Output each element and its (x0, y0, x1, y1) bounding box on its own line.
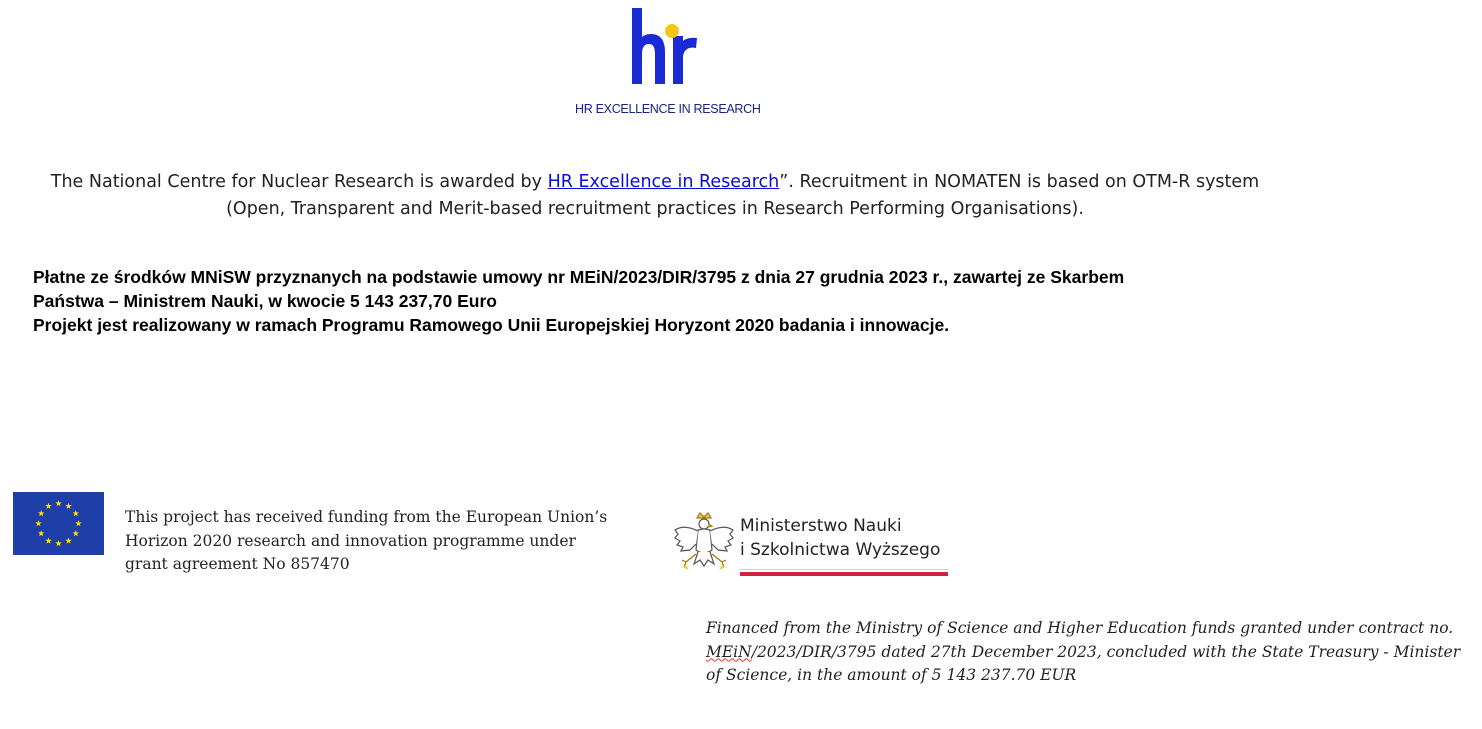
hr-notice-line-1 (0, 169, 1310, 196)
hr-notice-suffix: ”. Recruitment in NOMATEN is based on OTM-R system (779, 172, 1260, 192)
ministry-name-line-1: Ministerstwo Nauki (740, 516, 902, 536)
ministry-name (740, 514, 940, 562)
eu-flag-icon (13, 492, 104, 555)
polish-funding-statement (33, 265, 1323, 337)
pl-funding-line-2: Państwa – Ministrem Nauki, w kwocie 5 143 237,70 Euro (33, 291, 497, 311)
hr-notice (0, 169, 1310, 223)
ministry-rule-red (740, 572, 948, 576)
ministry-rule-white (740, 569, 948, 570)
ministry-name-line-2: i Szkolnictwa Wyższego (740, 540, 941, 560)
ministry-fin-contract-prefix: MEiN (706, 642, 752, 661)
pl-funding-line-3: Projekt jest realizowany w ramach Programu Ramowego Unii Europejskiej Horyzont 2020 badania i innowacje. (33, 315, 950, 335)
hr-excellence-link[interactable]: HR Excellence in Research (547, 172, 780, 192)
ministry-fin-line-3: of Science, in the amount of 5 143 237.70 EUR (706, 666, 1077, 684)
ministry-fin-line-2-rest: /2023/DIR/3795 dated 27th December 2023, concluded with the State Treasury - Minister (751, 642, 1461, 661)
hr-excellence-logo (575, 4, 761, 124)
polish-eagle-icon (672, 510, 736, 578)
ministry-financing-text (706, 617, 1476, 688)
hr-logo-caption: HR EXCELLENCE IN RESEARCH (575, 102, 761, 116)
pl-funding-line-1: Płatne ze środków MNiSW przyznanych na podstawie umowy nr MEiN/2023/DIR/3795 z dnia 27 grudnia 2023 r., zawartej ze Skarbem (33, 267, 1125, 287)
eu-text-line-2: Horizon 2020 research and innovation programme under (125, 531, 576, 550)
hr-logo-mark-icon (575, 4, 745, 99)
hr-notice-line-2: (Open, Transparent and Merit-based recruitment practices in Research Performing Organisations). (226, 199, 1084, 219)
eu-text-line-1: This project has received funding from the European Union’s (125, 508, 608, 526)
eu-text-line-3: grant agreement No 857470 (125, 555, 350, 573)
ministry-logo (672, 510, 952, 580)
ministry-fin-line-2 (706, 641, 1476, 665)
hr-notice-prefix: The National Centre for Nuclear Research is awarded by (50, 172, 548, 192)
eu-funding-text (125, 506, 625, 577)
ministry-fin-line-1: Financed from the Ministry of Science and Higher Education funds granted under contract no. (706, 619, 1454, 637)
